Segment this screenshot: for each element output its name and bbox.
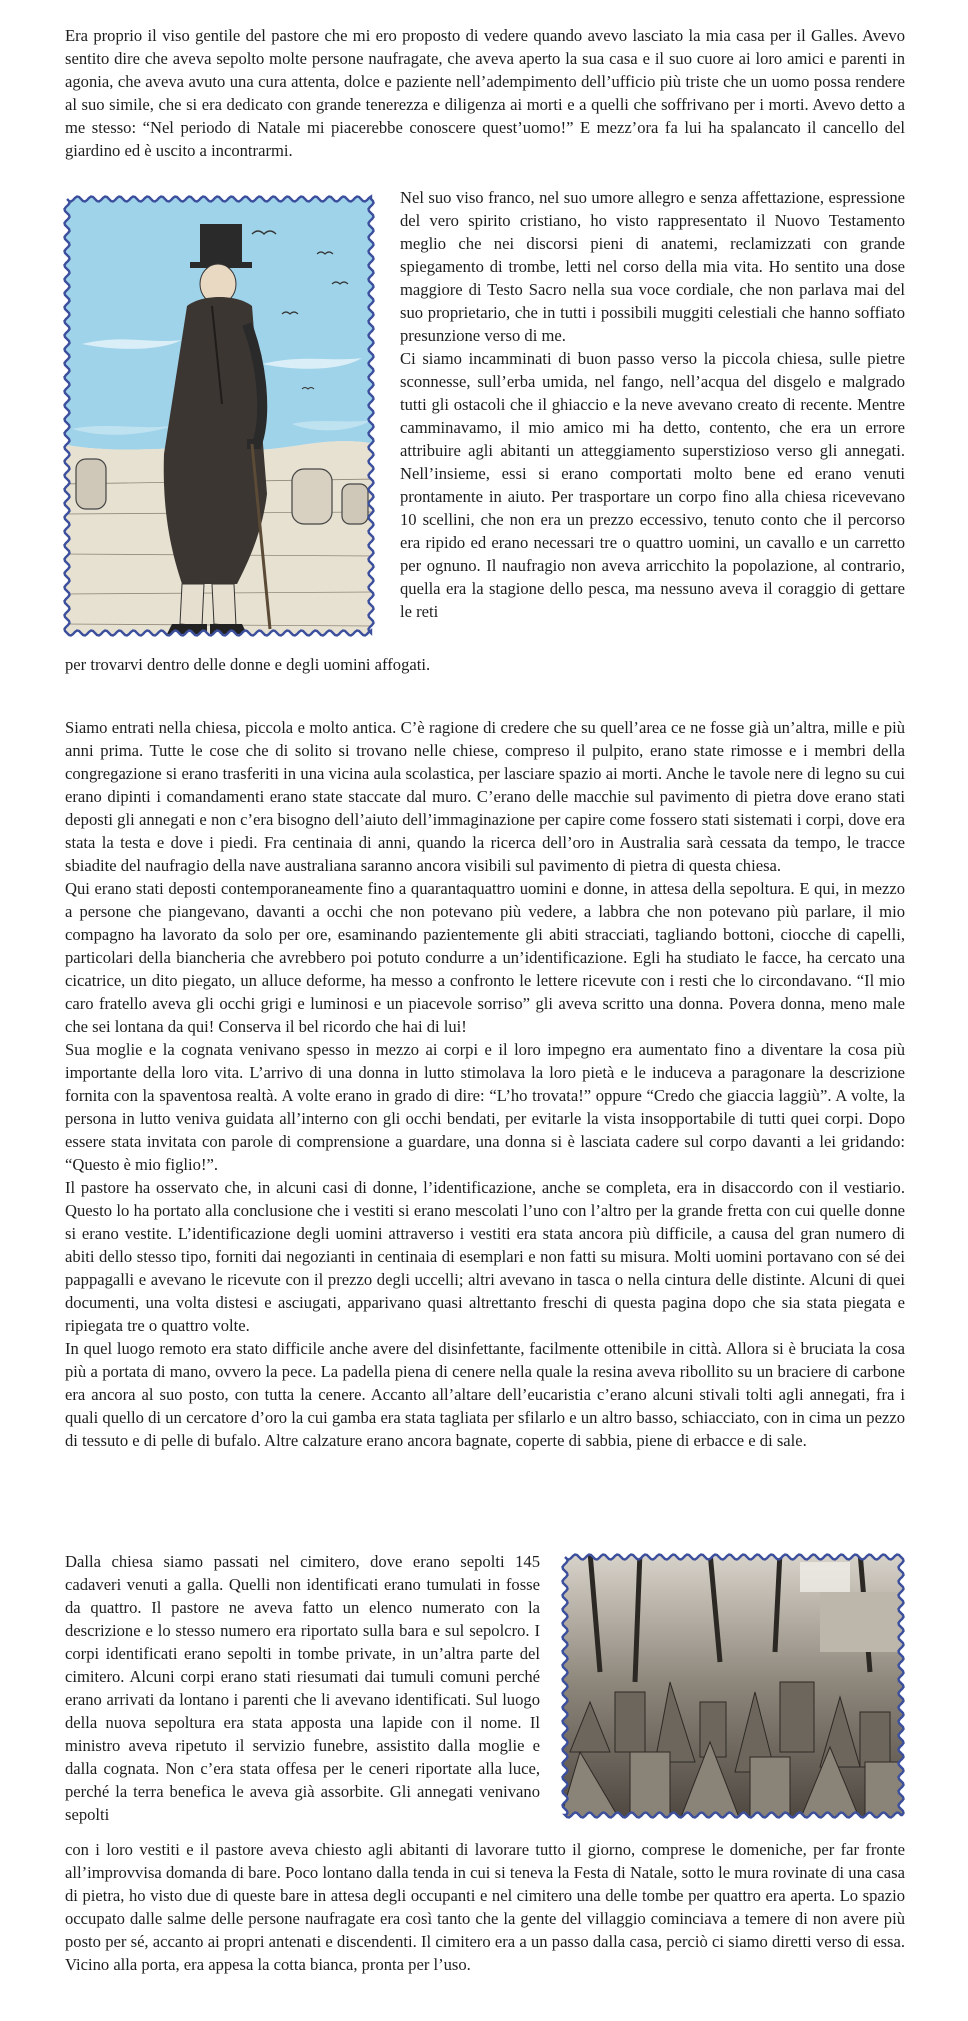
col1-paragraph-2: Ci siamo incamminati di buon passo verso la piccola chiesa, sulle pietre sconnesse, sull’erba umida, nel fango, nell’acqua del disgelo e malgrado tutti gli ostacoli che il ghiaccio e la neve avevano creato di recente. Mentre camminavamo, il mio amico mi ha detto, contento, che era un errore attribuire agli abitanti un atteggiamento superstizioso verso gli annegati. Nell’insieme, essi si erano comportati molto bene ed erano venuti prontamente in aiuto. Per trasportare un corpo fino alla chiesa ricevevano 10 scellini, che non era un prezzo eccessivo, tenuto conto che il percorso era ripido ed erano necessari tre o quattro uomini, un cavallo e un carretto per ognuno. Il naufragio non aveva arricchito la popolazione, al contrario, quella era la stagione dello pesca, ma nessuno aveva il coraggio di gettare le reti (400, 349, 905, 621)
intro-paragraph (65, 24, 905, 162)
middle-paragraph-1: Siamo entrati nella chiesa, piccola e molto antica. C’è ragione di credere che su quell’area ce ne fosse già un’altra, mille e più anni prima. Tutte le cose che di solito si trovano nelle chiese, compreso il pulpito, erano state rimosse e i membri della congregazione si erano trasferiti in una vicina aula scolastica, per lasciare spazio ai morti. Anche le tavole nere di legno su cui erano dipinti i comandamenti erano state staccate dal muro. C’erano delle macchie sul pavimento di pietra dove erano stati deposti gli annegati e non c’era bisogno dell’aiuto dell’immaginazione per capire come fossero stati sistemati i corpi, dove era stata la testa e dove i piedi. Fra centinaia di anni, quando la ricerca dell’oro in Australia sarà cessata da tempo, le tracce sbiadite del naufragio della nave australiana saranno ancora visibili sul pavimento di pietra di questa chiesa. (65, 718, 905, 875)
cemetery-photo-icon (560, 1552, 906, 1820)
middle-paragraph-4: Il pastore ha osservato che, in alcuni casi di donne, l’identificazione, anche se completa, era in disaccordo con il vestiario. Questo lo ha portato alla conclusione che i vestiti si erano mescolati l’uno con l’altro per la grande fretta con cui quelle donne si erano vestite. L’identificazione degli uomini attraverso i vestiti era stata ancora più difficile, a causa del gran numero di abiti dello stesso tipo, forniti dai negozianti in centinaia di esemplari e non fatti su misura. Molti uomini portavano con sé dei pappagalli e avevano le ricevute con il prezzo degli uccelli; altri avevano in tasca o nella cintura delle distinte. Alcuni di quei documenti, una volta distesi e asciugati, apparivano quasi altrettanto freschi di questa pagina dopo che sia stata piegata e ripiegata tre o quattro volte. (65, 1178, 905, 1335)
middle-paragraph-2: Qui erano stati deposti contemporaneamente fino a quarantaquattro uomini e donne, in attesa della sepoltura. E qui, in mezzo a persone che piangevano, davanti a occhi che non potevano più vedere, a labbra che non potevano più parlare, il mio compagno ha lavorato da solo per ore, esaminando pazientemente gli abiti stracciati, tagliando bottoni, ciocche di capelli, particolari della biancheria che avrebbero poi potuto condurre a un’identificazione. Egli ha studiato le facce, ha cercato una cicatrice, un dito piegato, un alluce deforme, ha messo a confronto le lettere ricevute con i resti che lo circondavano. “Il mio caro fratello aveva gli occhi grigi e luminosi e un piacevole sorriso” gli aveva scritto una donna. Povera donna, meno male che sei lontana da qui! Conserva il bel ricordo che hai di lui! (65, 879, 905, 1036)
right-column-text (400, 186, 905, 623)
col1-paragraph-1: Nel suo viso franco, nel suo umore allegro e senza affettazione, espressione del vero spirito cristiano, ho visto rappresentato il Nuovo Testamento meglio che nei discorsi pieni di anatemi, reclamizzati con grande spiegamento di trombe, letti nel corso della mia vita. Ho sentito una dose maggiore di Testo Sacro nella sua voce cordiale, che non parlava mai del suo proprietario, che in tutti i possibili muggiti celestiali che hanno soffiato presunzione verso di me. (400, 188, 905, 345)
col1-tail (65, 653, 905, 676)
middle-section (65, 716, 905, 1452)
left-column-text (65, 1550, 540, 1826)
intro-text: Era proprio il viso gentile del pastore che mi ero proposto di vedere quando avevo lasciato la mia casa per il Galles. Avevo sentito dire che aveva sepolto molte persone naufragate, che aveva aperto la sua casa e il suo cuore ai loro amici e parenti in agonia, che aveva avuto una cura attenta, dolce e paziente nell’adempimento dell’ufficio più triste che un uomo possa rendere al suo simile, che si era dedicato con grande tenerezza e diligenza ai morti e a quelli che soffrivano per i morti. Avevo detto a me stesso: “Nel periodo di Natale mi piacerebbe conoscere quest’uomo!” E mezz’ora fa lui ha spalancato il cancello del giardino ed è uscito a incontrarmi. (65, 26, 905, 160)
closing-paragraph (65, 1838, 905, 1976)
pastor-engraving-image (62, 194, 376, 638)
closing-text: con i loro vestiti e il pastore aveva chiesto agli abitanti di lavorare tutto il giorno, comprese le domeniche, per far fronte all’improvvisa domanda di bare. Poco lontano dalla tenda in cui si teneva la Festa di Natale, sotto le mura rovinate di una casa di pietra, ho visto due di queste bare in attesa degli occupanti e nel cimitero una delle tombe per quattro era aperta. Lo spazio occupato dalle salme delle persone naufragate era così tanto che la gente del villaggio cominciava a temere di non avere più posto per sé, accanto ai propri antenati e discendenti. Il cimitero era a un passo dalla casa, perciò ci siamo diretti verso di essa. Vicino alla porta, era appesa la cotta bianca, pronta per l’uso. (65, 1840, 905, 1974)
col1-tail-text: per trovarvi dentro delle donne e degli uomini affogati. (65, 655, 431, 674)
middle-paragraph-3: Sua moglie e la cognata venivano spesso in mezzo ai corpi e il loro impegno era aumentato fino a diventare la cosa più importante della loro vita. L’arrivo di una donna in lutto stimolava la loro pietà e le induceva a paragonare la descrizione fornita con la spaventosa realtà. A volte erano in grado di dire: “L’ho trovata!” oppure “Credo che giaccia laggiù”. A volte, la persona in lutto veniva guidata all’interno con gli occhi bendati, per evitarle la vista insopportabile di tutti quei corpi. Dopo essere stata invitata con parole di comprensione a guardare, una donna si è lasciata cadere sul corpo davanti a lei gridando: “Questo è mio figlio!”. (65, 1040, 905, 1174)
cemetery-photo-image (560, 1552, 906, 1820)
col2-paragraph: Dalla chiesa siamo passati nel cimitero, dove erano sepolti 145 cadaveri venuti a galla. Quelli non identificati erano tumulati in fosse da quattro. Il pastore ne aveva fatto un elenco numerato con la descrizione e lo stesso numero era riportato sulla bara e sul sepolcro. I corpi identificati erano sepolti in tombe private, in un’altra parte del cimitero. Alcuni corpi erano stati riesumati dai tumuli comuni perché erano arrivati da lontano i parenti che li avevano identificati. Sul luogo della nuova sepoltura era stata apposta una lapide con il nome. Il ministro aveva ripetuto il servizio funebre, assistito dalla moglie e dalla cognata. Non c’era stata offesa per le ceneri riportate alla luce, perché la terra benefica le aveva già assorbite. Gli annegati venivano sepolti (65, 1552, 540, 1824)
middle-paragraph-5: In quel luogo remoto era stato difficile anche avere del disinfettante, facilmente ottenibile in città. Allora si è bruciata la cosa più a portata di mano, ovvero la pece. La padella piena di cenere nella quale la resina aveva ribollito su un braciere di carbone era ancora al suo posto, con tutta la cenere. Accanto all’altare dell’eucaristia c’erano alcuni stivali tolti agli annegati, fra i quali quello di un cercatore d’oro la cui gamba era stata tagliata per sfilarlo e un altro basso, schiacciato, con in cima un pezzo di tessuto e di pelle di bufalo. Altre calzature erano ancora bagnate, coperte di sabbia, piene di erbacce e di sale. (65, 1339, 905, 1450)
pastor-illustration-icon (62, 194, 376, 638)
